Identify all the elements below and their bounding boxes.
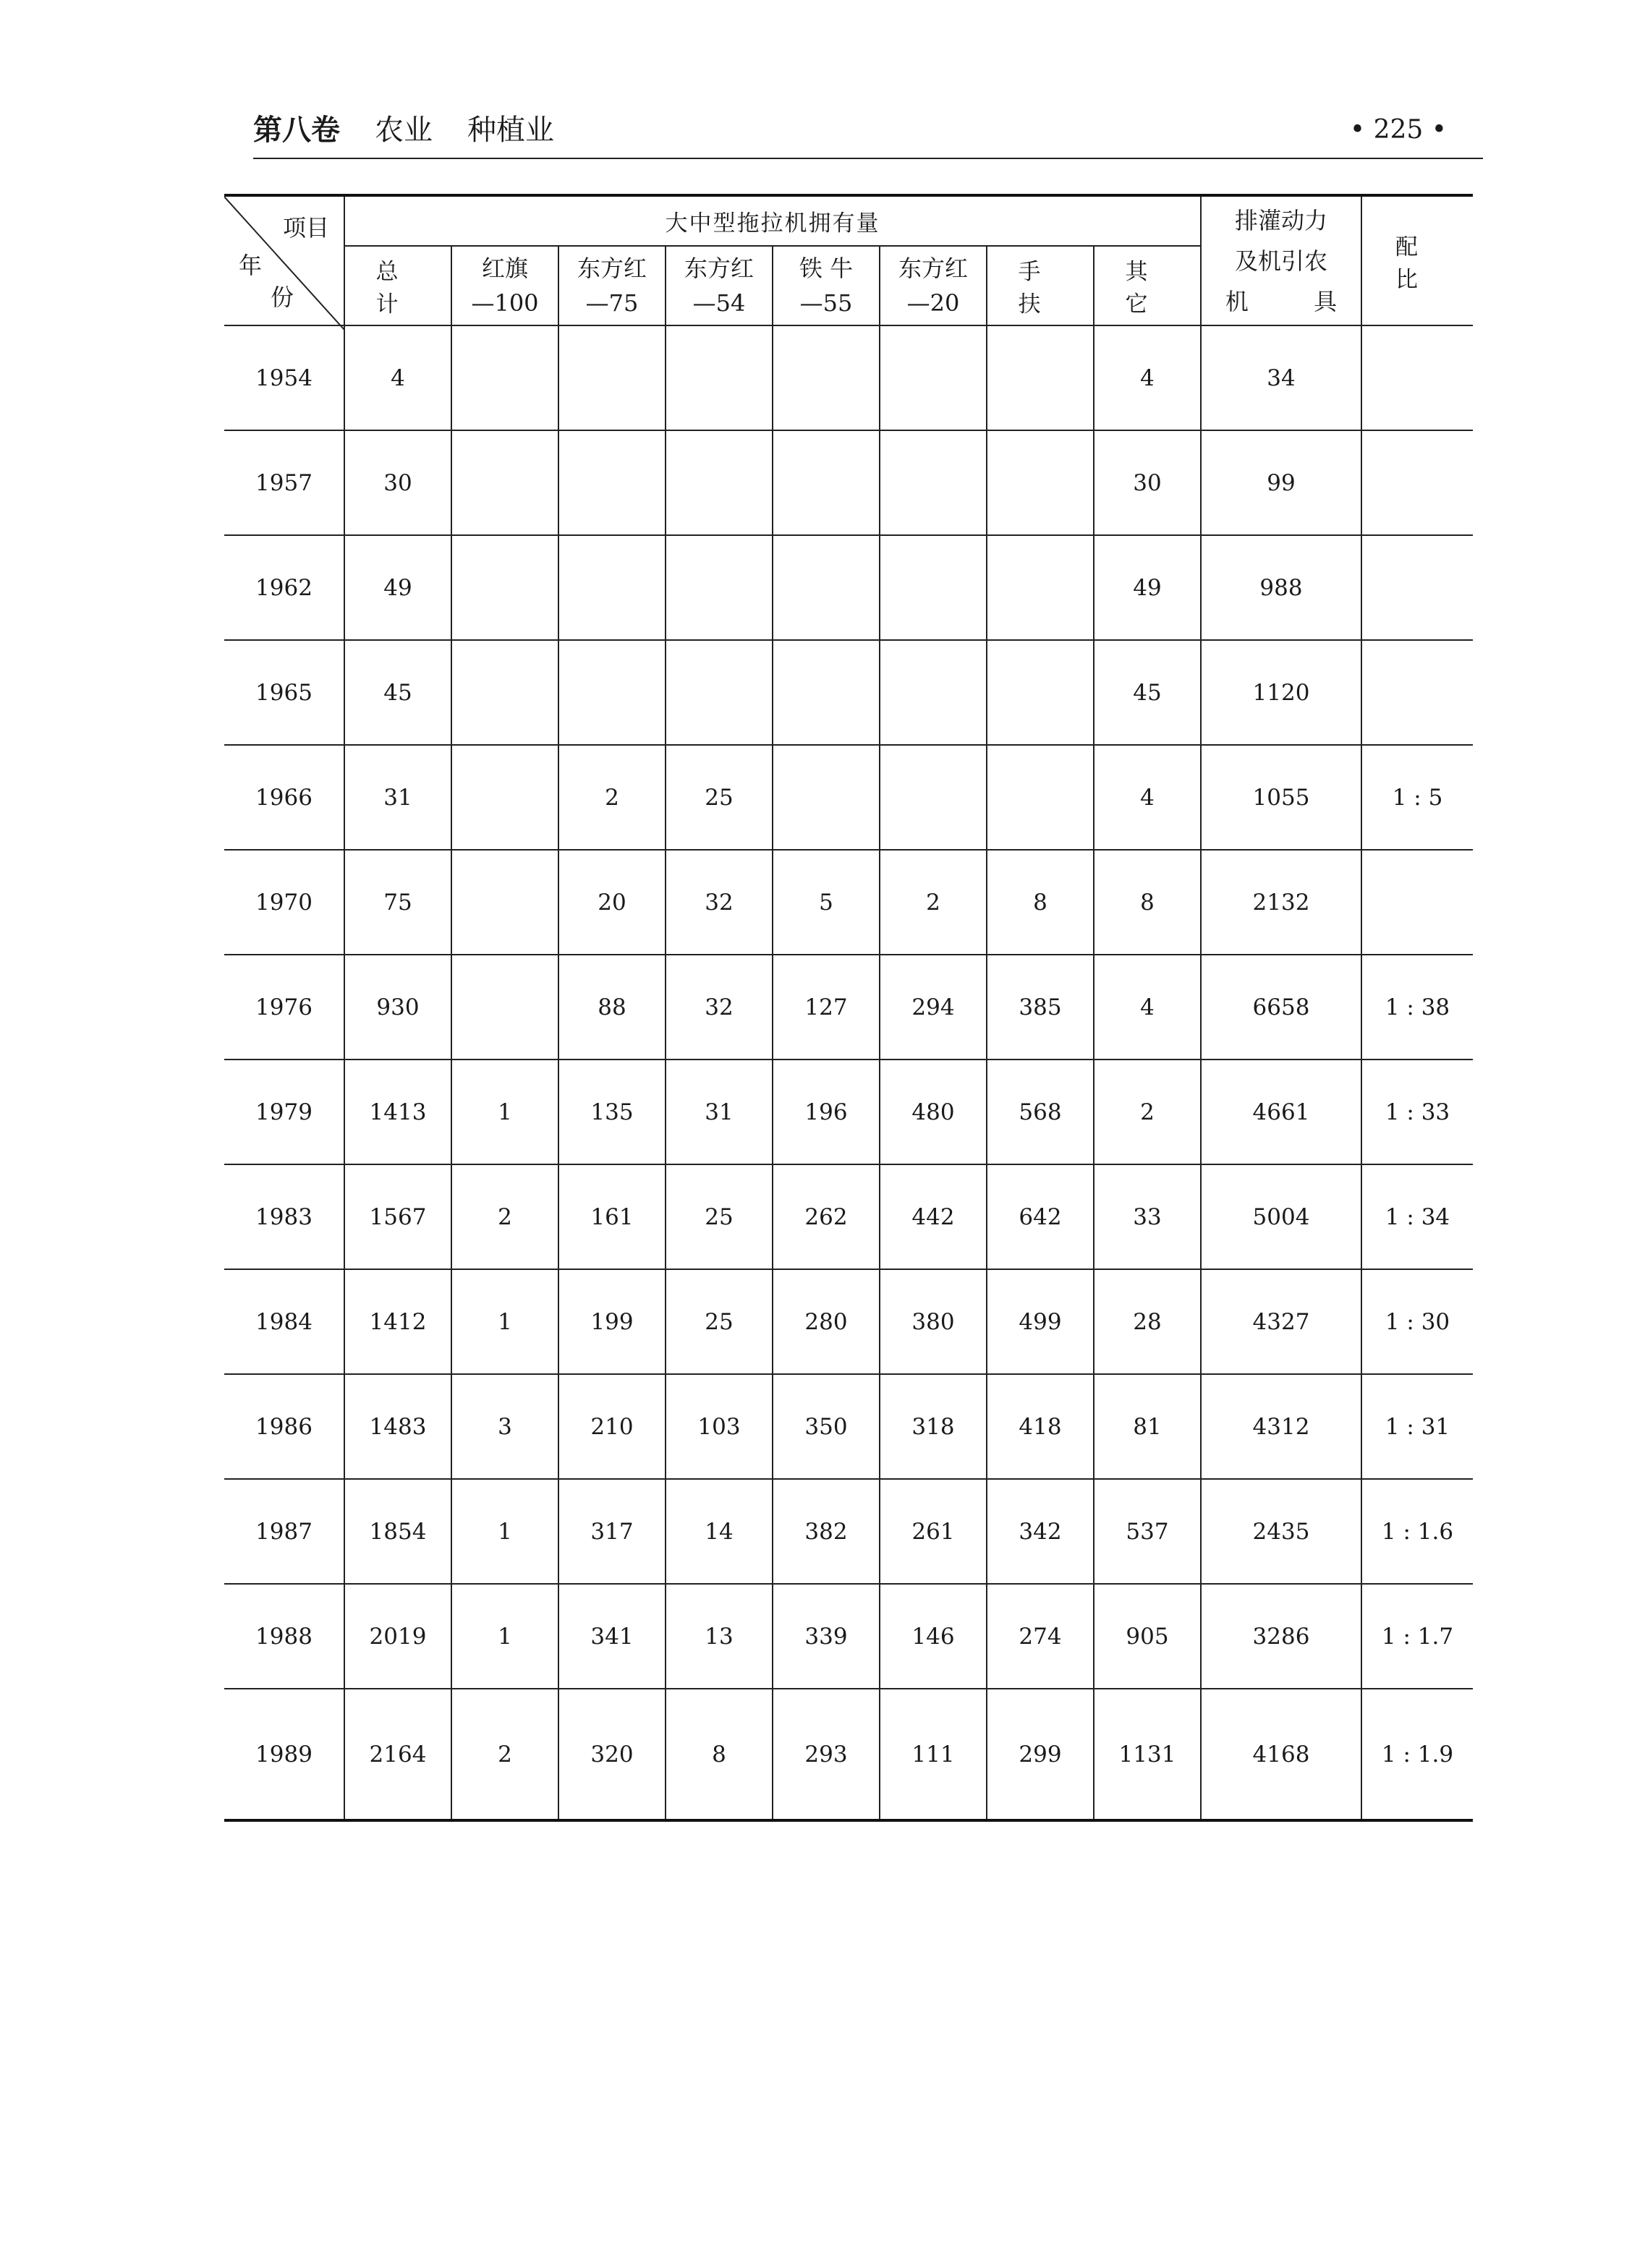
- tieniu-header-line-1: 铁 牛: [799, 255, 854, 282]
- table-row: [224, 640, 1473, 745]
- hongqi-100-cell: 3: [451, 1374, 558, 1479]
- ratio-cell: 1 : 33: [1361, 1060, 1473, 1164]
- tieniu-55-cell: [773, 640, 880, 745]
- table-row: [224, 1584, 1473, 1689]
- hand-tractor-cell: 274: [987, 1584, 1094, 1689]
- dongfanghong-20-cell: [880, 640, 987, 745]
- dongfanghong-54-cell: 25: [666, 1269, 773, 1374]
- tieniu-55-cell: 350: [773, 1374, 880, 1479]
- total-cell: 1567: [344, 1164, 451, 1269]
- dongfanghong-75-cell: 341: [558, 1584, 666, 1689]
- volume-label: 第八卷: [253, 113, 340, 147]
- drainage-power-cell: 4661: [1201, 1060, 1361, 1164]
- table-row: [224, 430, 1473, 535]
- dongfanghong-20-cell: 480: [880, 1060, 987, 1164]
- dongfanghong-20-cell: 146: [880, 1584, 987, 1689]
- hongqi-100-cell: [451, 535, 558, 640]
- hongqi-100-header: [451, 246, 558, 325]
- year-cell: 1962: [224, 535, 344, 640]
- total-cell: 2164: [344, 1689, 451, 1820]
- dongfanghong-54-cell: 103: [666, 1374, 773, 1479]
- total-cell: 1413: [344, 1060, 451, 1164]
- drainage-power-cell: 99: [1201, 430, 1361, 535]
- total-cell: 30: [344, 430, 451, 535]
- dongfanghong-54-cell: 32: [666, 955, 773, 1060]
- ratio-header: 配 比: [1361, 195, 1473, 325]
- drainage-power-cell: 4327: [1201, 1269, 1361, 1374]
- dongfanghong-20-cell: [880, 535, 987, 640]
- table-row: [224, 955, 1473, 1060]
- dongfanghong-54-cell: [666, 430, 773, 535]
- corner-year-label: [239, 250, 294, 313]
- tieniu-55-cell: 5: [773, 850, 880, 955]
- hand-tractor-header: 手 扶: [987, 246, 1094, 325]
- dongfanghong-54-cell: 32: [666, 850, 773, 955]
- other-cell: 2: [1094, 1060, 1201, 1164]
- dongfanghong-75-cell: 199: [558, 1269, 666, 1374]
- year-cell: 1986: [224, 1374, 344, 1479]
- total-cell: 1854: [344, 1479, 451, 1584]
- other-cell: 8: [1094, 850, 1201, 955]
- dongfanghong-75-cell: 2: [558, 745, 666, 850]
- total-cell: 1412: [344, 1269, 451, 1374]
- drainage-power-cell: 2132: [1201, 850, 1361, 955]
- hand-tractor-cell: 568: [987, 1060, 1094, 1164]
- ratio-cell: [1361, 850, 1473, 955]
- hand-tractor-cell: 418: [987, 1374, 1094, 1479]
- header-title: [253, 108, 554, 152]
- hongqi-100-cell: 2: [451, 1164, 558, 1269]
- hand-tractor-cell: 642: [987, 1164, 1094, 1269]
- corner-year-char-1: 年: [239, 252, 263, 279]
- other-cell: 30: [1094, 430, 1201, 535]
- table-row: [224, 535, 1473, 640]
- tieniu-header-line-2: —55: [799, 289, 853, 317]
- hongqi-100-cell: [451, 640, 558, 745]
- hand-tractor-cell: 8: [987, 850, 1094, 955]
- dongfanghong-20-header: [880, 246, 987, 325]
- total-cell: 31: [344, 745, 451, 850]
- tieniu-55-cell: 339: [773, 1584, 880, 1689]
- year-cell: 1965: [224, 640, 344, 745]
- tieniu-55-cell: 262: [773, 1164, 880, 1269]
- subsection-label: 种植业: [467, 114, 554, 147]
- drainage-power-cell: 1055: [1201, 745, 1361, 850]
- ratio-cell: 1 : 30: [1361, 1269, 1473, 1374]
- other-cell: 28: [1094, 1269, 1201, 1374]
- corner-cell: [224, 195, 344, 325]
- dfh54-header-line-1: 东方红: [684, 255, 754, 282]
- ratio-cell: 1 : 1.6: [1361, 1479, 1473, 1584]
- tieniu-55-header: [773, 246, 880, 325]
- dongfanghong-20-cell: 442: [880, 1164, 987, 1269]
- ratio-cell: 1 : 38: [1361, 955, 1473, 1060]
- dfh75-header-line-2: —75: [585, 289, 639, 317]
- year-cell: 1966: [224, 745, 344, 850]
- table-row: [224, 1164, 1473, 1269]
- drainage-power-cell: 3286: [1201, 1584, 1361, 1689]
- dongfanghong-20-cell: 2: [880, 850, 987, 955]
- hongqi-100-cell: [451, 325, 558, 430]
- hongqi-100-cell: 1: [451, 1060, 558, 1164]
- year-cell: 1970: [224, 850, 344, 955]
- ratio-cell: [1361, 430, 1473, 535]
- tieniu-55-cell: [773, 745, 880, 850]
- hongqi-100-cell: [451, 955, 558, 1060]
- other-cell: 1131: [1094, 1689, 1201, 1820]
- hand-tractor-cell: 499: [987, 1269, 1094, 1374]
- section-label: 农业: [375, 114, 433, 147]
- dongfanghong-75-cell: 88: [558, 955, 666, 1060]
- total-cell: 1483: [344, 1374, 451, 1479]
- total-cell: 45: [344, 640, 451, 745]
- corner-item-label: 项目: [282, 214, 329, 242]
- dongfanghong-75-cell: [558, 640, 666, 745]
- dongfanghong-75-header: [558, 246, 666, 325]
- hand-tractor-cell: 299: [987, 1689, 1094, 1820]
- year-cell: 1984: [224, 1269, 344, 1374]
- dongfanghong-54-cell: 25: [666, 745, 773, 850]
- table-row: [224, 1689, 1473, 1820]
- header-rule: [253, 158, 1483, 159]
- hongqi-100-cell: [451, 850, 558, 955]
- hongqi-header-line-1: 红旗: [481, 255, 528, 282]
- table-row: [224, 850, 1473, 955]
- dongfanghong-20-cell: 318: [880, 1374, 987, 1479]
- table-row: [224, 745, 1473, 850]
- tractor-statistics-table: [224, 194, 1473, 1822]
- tieniu-55-cell: 280: [773, 1269, 880, 1374]
- dfh54-header-line-2: —54: [692, 289, 746, 317]
- dongfanghong-75-cell: 320: [558, 1689, 666, 1820]
- dongfanghong-75-cell: [558, 430, 666, 535]
- table-row: [224, 325, 1473, 430]
- other-cell: 81: [1094, 1374, 1201, 1479]
- hongqi-100-cell: [451, 745, 558, 850]
- dongfanghong-54-header: [666, 246, 773, 325]
- drainage-power-cell: 4312: [1201, 1374, 1361, 1479]
- dongfanghong-75-cell: 20: [558, 850, 666, 955]
- dongfanghong-20-cell: 111: [880, 1689, 987, 1820]
- year-cell: 1979: [224, 1060, 344, 1164]
- dongfanghong-54-cell: [666, 535, 773, 640]
- hand-tractor-cell: 342: [987, 1479, 1094, 1584]
- other-cell: 537: [1094, 1479, 1201, 1584]
- year-cell: 1987: [224, 1479, 344, 1584]
- hongqi-100-cell: 1: [451, 1269, 558, 1374]
- other-header: 其 它: [1094, 246, 1201, 325]
- ratio-cell: [1361, 640, 1473, 745]
- hongqi-100-cell: 1: [451, 1479, 558, 1584]
- ratio-cell: 1 : 31: [1361, 1374, 1473, 1479]
- hongqi-100-cell: 2: [451, 1689, 558, 1820]
- dongfanghong-20-cell: 380: [880, 1269, 987, 1374]
- dongfanghong-54-cell: 31: [666, 1060, 773, 1164]
- dongfanghong-75-cell: 317: [558, 1479, 666, 1584]
- table-row: [224, 1060, 1473, 1164]
- tieniu-55-cell: [773, 325, 880, 430]
- page-header: [253, 108, 1483, 159]
- other-cell: 4: [1094, 955, 1201, 1060]
- total-cell: 75: [344, 850, 451, 955]
- dfh20-header-line-1: 东方红: [898, 255, 968, 282]
- hongqi-100-cell: [451, 430, 558, 535]
- hongqi-100-cell: 1: [451, 1584, 558, 1689]
- total-header: 总 计: [344, 246, 451, 325]
- dongfanghong-20-cell: [880, 430, 987, 535]
- drainage-power-cell: 6658: [1201, 955, 1361, 1060]
- total-cell: 49: [344, 535, 451, 640]
- dongfanghong-75-cell: [558, 535, 666, 640]
- year-cell: 1989: [224, 1689, 344, 1820]
- corner-year-char-2: 份: [271, 284, 294, 311]
- total-cell: 930: [344, 955, 451, 1060]
- dongfanghong-20-cell: [880, 325, 987, 430]
- dongfanghong-54-cell: 13: [666, 1584, 773, 1689]
- tieniu-55-cell: 382: [773, 1479, 880, 1584]
- drainage-header-line-2: 及机引农: [1234, 247, 1327, 275]
- dongfanghong-54-cell: 8: [666, 1689, 773, 1820]
- hand-tractor-cell: [987, 535, 1094, 640]
- hongqi-header-line-2: —100: [471, 289, 539, 317]
- ratio-cell: [1361, 325, 1473, 430]
- drainage-power-cell: 34: [1201, 325, 1361, 430]
- table-body: [224, 325, 1473, 1820]
- drainage-power-cell: 4168: [1201, 1689, 1361, 1820]
- dongfanghong-54-cell: 25: [666, 1164, 773, 1269]
- tractor-group-header: 大中型拖拉机拥有量: [344, 195, 1201, 246]
- other-cell: 905: [1094, 1584, 1201, 1689]
- drainage-power-cell: 2435: [1201, 1479, 1361, 1584]
- drainage-header-line-1: 排灌动力: [1234, 206, 1327, 234]
- dongfanghong-75-cell: 135: [558, 1060, 666, 1164]
- dfh75-header-line-1: 东方红: [577, 255, 647, 282]
- hand-tractor-cell: [987, 640, 1094, 745]
- year-cell: 1983: [224, 1164, 344, 1269]
- table-row: [224, 1269, 1473, 1374]
- ratio-cell: [1361, 535, 1473, 640]
- other-cell: 33: [1094, 1164, 1201, 1269]
- header-row-1: [224, 195, 1473, 246]
- tieniu-55-cell: 196: [773, 1060, 880, 1164]
- table-row: [224, 1374, 1473, 1479]
- ratio-cell: 1 : 5: [1361, 745, 1473, 850]
- dongfanghong-75-cell: 210: [558, 1374, 666, 1479]
- other-cell: 4: [1094, 325, 1201, 430]
- ratio-cell: 1 : 1.7: [1361, 1584, 1473, 1689]
- drainage-power-cell: 5004: [1201, 1164, 1361, 1269]
- drainage-power-cell: 988: [1201, 535, 1361, 640]
- dongfanghong-20-cell: [880, 745, 987, 850]
- hand-tractor-cell: 385: [987, 955, 1094, 1060]
- dongfanghong-75-cell: 161: [558, 1164, 666, 1269]
- total-cell: 4: [344, 325, 451, 430]
- hand-tractor-cell: [987, 325, 1094, 430]
- hand-tractor-cell: [987, 745, 1094, 850]
- dongfanghong-75-cell: [558, 325, 666, 430]
- other-cell: 49: [1094, 535, 1201, 640]
- drainage-header-line-3: 机 具: [1225, 287, 1366, 315]
- year-cell: 1988: [224, 1584, 344, 1689]
- table-row: [224, 1479, 1473, 1584]
- tieniu-55-cell: [773, 430, 880, 535]
- dongfanghong-54-cell: [666, 325, 773, 430]
- dongfanghong-20-cell: 294: [880, 955, 987, 1060]
- year-cell: 1957: [224, 430, 344, 535]
- drainage-power-header: [1201, 195, 1366, 325]
- year-cell: 1976: [224, 955, 344, 1060]
- page-number: • 225 •: [1349, 115, 1447, 145]
- ratio-cell: 1 : 1.9: [1361, 1689, 1473, 1820]
- dongfanghong-54-cell: 14: [666, 1479, 773, 1584]
- tieniu-55-cell: 127: [773, 955, 880, 1060]
- dfh20-header-line-2: —20: [906, 289, 960, 317]
- dongfanghong-20-cell: 261: [880, 1479, 987, 1584]
- tieniu-55-cell: [773, 535, 880, 640]
- year-cell: 1954: [224, 325, 344, 430]
- other-cell: 4: [1094, 745, 1201, 850]
- drainage-power-cell: 1120: [1201, 640, 1361, 745]
- total-cell: 2019: [344, 1584, 451, 1689]
- ratio-cell: 1 : 34: [1361, 1164, 1473, 1269]
- other-cell: 45: [1094, 640, 1201, 745]
- dongfanghong-54-cell: [666, 640, 773, 745]
- tieniu-55-cell: 293: [773, 1689, 880, 1820]
- hand-tractor-cell: [987, 430, 1094, 535]
